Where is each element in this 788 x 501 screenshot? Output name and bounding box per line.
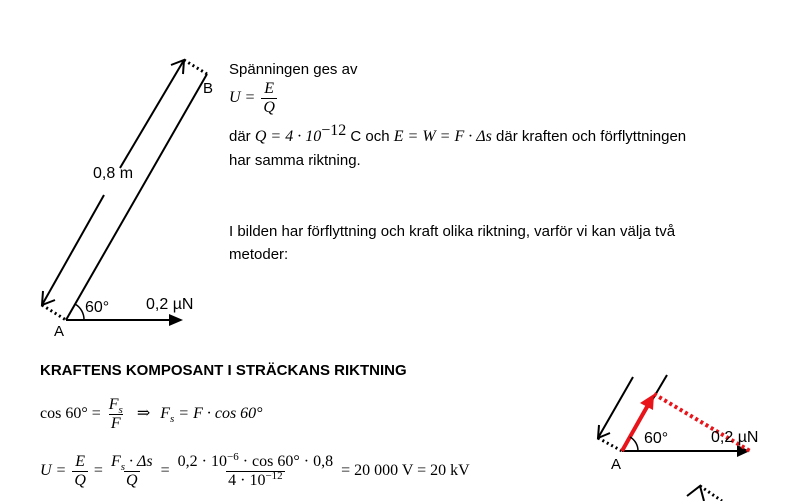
q-expression: Q = 4 · 10: [254, 128, 322, 145]
formula-u-e-over-q: [229, 80, 279, 117]
intro-rest: där kraften och förflyttningen: [496, 128, 687, 145]
distance-label: 0,8 m: [93, 165, 134, 182]
equals-sign-2: =: [160, 462, 170, 480]
label-a: A: [54, 323, 65, 340]
fraction-num: $F_s \cdot \Delta s$: [110, 453, 153, 473]
force-label: 0,2 µN: [711, 429, 759, 446]
equals-sign: =: [93, 462, 103, 480]
section-heading: KRAFTENS KOMPOSANT I STRÄCKANS RIKTNING: [40, 362, 407, 379]
fraction-numeric: [176, 453, 335, 490]
voltage-result: = 20 000 V = 20 kV: [341, 462, 470, 480]
fs-symbol: $F_s$: [160, 405, 175, 426]
fraction-num: $0,2 \cdot 10^{-6} \cdot \cos 60^\circ \cdot 0,8$: [177, 451, 334, 470]
methods-line-2: metoder:: [229, 246, 289, 263]
equation-cos: [40, 396, 263, 433]
arrowhead-fragment: [687, 486, 704, 501]
u-symbol: U =: [40, 462, 67, 480]
cos-lhs: cos 60° =: [40, 405, 101, 423]
fraction-num: $F_s$: [108, 396, 123, 416]
distance-arrow-upper: [120, 60, 184, 168]
distance-arrow-fragment: [598, 377, 633, 438]
q-exponent: −12: [321, 122, 347, 139]
dotted-connector-bottom: [42, 305, 66, 320]
label-a: A: [611, 456, 622, 473]
fraction-num: E: [264, 80, 275, 97]
equation-voltage: [40, 453, 470, 490]
fraction-den: Q: [263, 99, 275, 116]
force-component-diagram: [590, 370, 788, 501]
fraction-den: Q: [126, 472, 138, 489]
distance-arrow-lower: [42, 195, 104, 305]
dotted-connector: [598, 438, 622, 451]
displacement-force-diagram: [0, 0, 230, 345]
dar-word: där: [229, 128, 251, 145]
u-lhs: U =: [229, 89, 256, 107]
unit-c-och: C och: [350, 128, 390, 145]
fraction-fs-ds-q: [109, 453, 155, 490]
implies-arrow: ⇒: [136, 405, 151, 423]
intro-line-1: Spänningen ges av: [229, 61, 358, 78]
angle-label: 60°: [85, 299, 110, 316]
angle-arc: [630, 437, 638, 451]
angle-label: 60°: [644, 430, 669, 447]
force-label: 0,2 µN: [146, 296, 194, 313]
fraction-num: E: [75, 453, 86, 470]
fraction-den: F: [110, 415, 121, 432]
line-a-to-b: [66, 74, 207, 320]
fraction-e-q: [261, 80, 277, 117]
e-expression: E = W = F · Δs: [393, 128, 492, 145]
angle-arc: [75, 304, 84, 320]
methods-line-1: I bilden har förflyttning och kraft olika riktning, varför vi kan välja två: [229, 223, 676, 240]
fs-rhs: = F · cos 60°: [178, 405, 263, 423]
fraction-den: $4 \cdot 10^{-12}$: [228, 470, 283, 489]
label-b: B: [203, 80, 214, 97]
intro-line-4: har samma riktning.: [229, 152, 361, 169]
fraction-fs-f: [107, 396, 125, 433]
intro-line-3: [229, 122, 687, 147]
force-arrowhead: [169, 314, 183, 326]
fraction-e-q-2: [72, 453, 88, 490]
fraction-den: Q: [74, 472, 86, 489]
dotted-connector-top: [184, 60, 207, 74]
